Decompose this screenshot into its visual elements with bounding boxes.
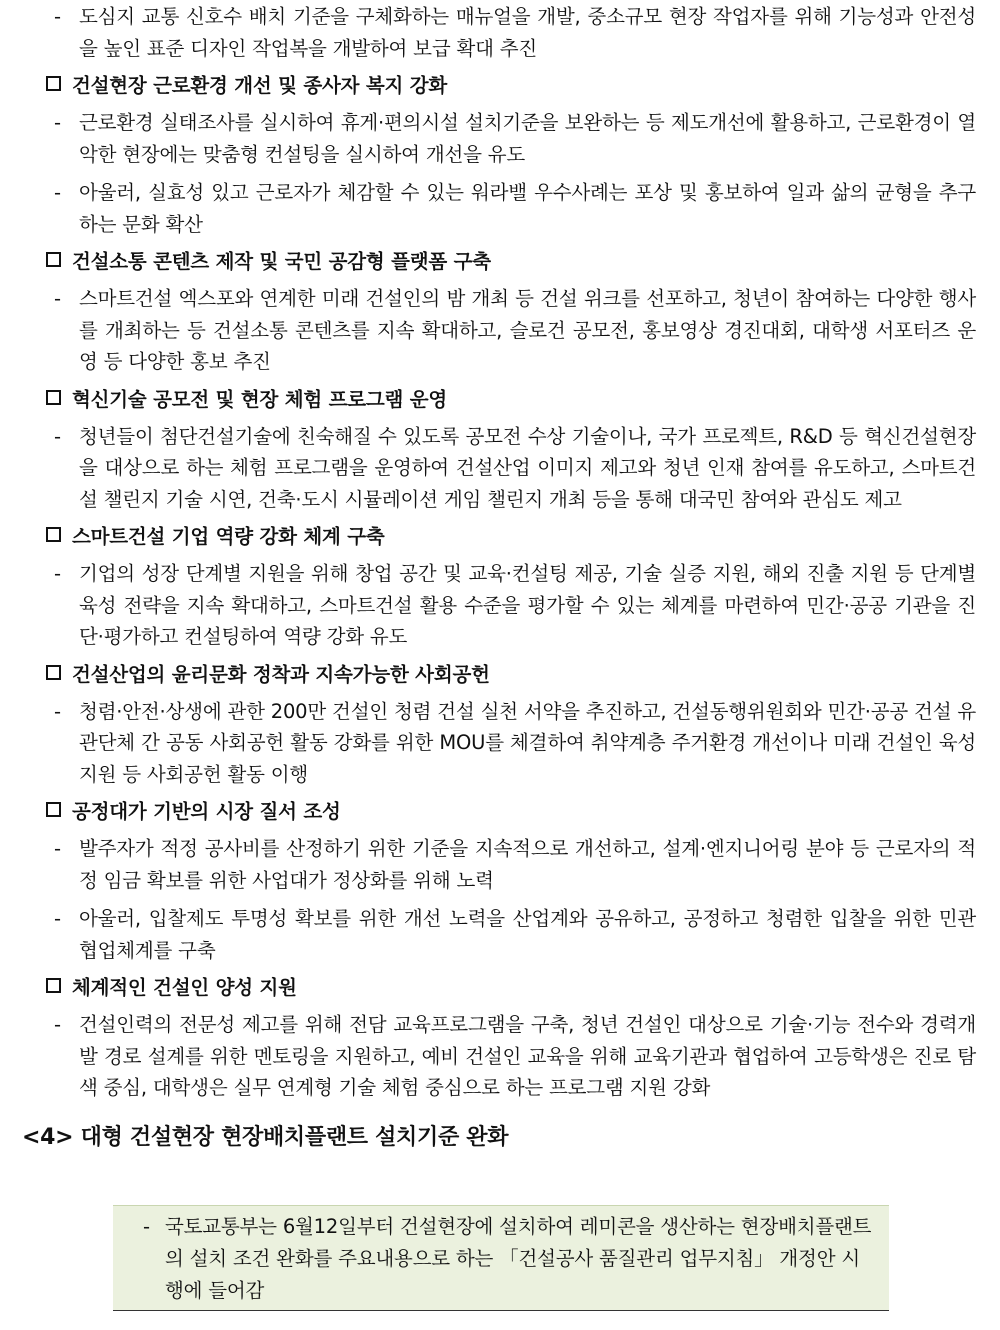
section-heading-text: 건설소통 콘텐츠 제작 및 국민 공감형 플랫폼 구축 — [72, 250, 491, 273]
section-heading-text: 스마트건설 기업 역량 강화 체계 구축 — [72, 525, 385, 548]
section — [0, 660, 1000, 791]
section-heading-text: 혁신기술 공모전 및 현장 체험 프로그램 운영 — [72, 387, 447, 411]
bullet-text: 아울러, 실효성 있고 근로자가 체감할 수 있는 워라밸 우수사례는 포상 및 홍보하여 일과 삶의 균형을 추구하는 문화 확산 — [79, 181, 976, 236]
dash-marker: - — [54, 111, 61, 134]
checkbox-square-icon — [46, 252, 61, 267]
dash-marker: - — [54, 699, 61, 723]
section-heading-text: 건설현장 근로환경 개선 및 종사자 복지 강화 — [72, 74, 447, 97]
section-heading — [46, 247, 1000, 277]
note-item — [143, 1211, 875, 1307]
section-heading — [46, 522, 1000, 552]
bullet-item — [54, 107, 976, 170]
section — [0, 522, 1000, 653]
bullet-text: 건설인력의 전문성 제고를 위해 전담 교육프로그램을 구축, 청년 건설인 대상으로 기술·기능 전수와 경력개발 경로 설계를 위한 멘토링을 지원하고, 예비 건설인 교육을 위해 교육기관과 협업하여 고등학생은 진로 탐색 중심, 대학생은 실무 연계형 기술 체험 중심으로 하는 프로그램 지원 강화 — [79, 1013, 976, 1099]
bullet-item — [54, 903, 976, 966]
section-heading — [46, 385, 1000, 415]
section — [0, 973, 1000, 1104]
dash-marker: - — [143, 1215, 150, 1238]
section-heading-text: 체계적인 건설인 양성 지원 — [72, 976, 297, 999]
section-heading — [46, 71, 1000, 101]
bullet-item — [54, 696, 976, 791]
section-heading — [46, 660, 1000, 690]
section-heading — [46, 973, 1000, 1003]
checkbox-square-icon — [46, 76, 61, 91]
bullet-text: 근로환경 실태조사를 실시하여 휴게·편의시설 설치기준을 보완하는 등 제도개선에 활용하고, 근로환경이 열악한 현장에는 맞춤형 컨설팅을 실시하여 개선을 유도 — [79, 111, 976, 166]
bullet-text: 스마트건설 엑스포와 연계한 미래 건설인의 밤 개최 등 건설 위크를 선포하고, 청년이 참여하는 다양한 행사를 개최하는 등 건설소통 콘텐츠를 지속 확대하고, 슬로건 공모전, 홍보영상 경진대회, 대학생 서포터즈 운영 등 다양한 홍보 추진 — [79, 287, 976, 373]
intro-block — [0, 0, 1000, 64]
dash-marker: - — [54, 907, 61, 930]
checkbox-square-icon — [46, 527, 61, 542]
section-heading-text: 공정대가 기반의 시장 질서 조성 — [72, 800, 341, 823]
bullet-item — [54, 1, 976, 64]
checkbox-square-icon — [46, 978, 61, 993]
bullet-text: 도심지 교통 신호수 배치 기준을 구체화하는 매뉴얼을 개발, 중소규모 현장 작업자를 위해 기능성과 안전성을 높인 표준 디자인 작업복을 개발하여 보급 확대 추진 — [79, 5, 976, 60]
section-heading-text: 건설산업의 윤리문화 정착과 지속가능한 사회공헌 — [72, 662, 490, 686]
bullet-text: 아울러, 입찰제도 투명성 확보를 위한 개선 노력을 산업계와 공유하고, 공정하고 청렴한 입찰을 위한 민관 협업체계를 구축 — [79, 907, 976, 962]
bullet-text: 청년들이 첨단건설기술에 친숙해질 수 있도록 공모전 수상 기술이나, 국가 프로젝트, R&D 등 혁신건설현장을 대상으로 하는 체험 프로그램을 운영하여 건설산업 이미지 제고와 청년 인재 참여를 유도하고, 스마트건설 챌린지 기술 시연, 건축·도시 시뮬레이션 게임 챌린지 개최 등을 통해 대국민 참여와 관심도 제고 — [79, 424, 976, 511]
sections-list — [0, 71, 1000, 1104]
bullet-item — [54, 177, 976, 240]
dash-marker: - — [54, 1013, 61, 1036]
section — [0, 797, 1000, 966]
note-text: 국토교통부는 6월12일부터 건설현장에 설치하여 레미콘을 생산하는 현장배치플랜트의 설치 조건 완화를 주요내용으로 하는 「건설공사 품질관리 업무지침」 개정안 시행에 들어감 — [165, 1215, 872, 1302]
section — [0, 71, 1000, 240]
bullet-item — [54, 558, 976, 653]
dash-marker: - — [54, 5, 61, 28]
section — [0, 385, 1000, 516]
dash-marker: - — [54, 424, 61, 448]
dash-marker: - — [54, 181, 61, 204]
note-box — [113, 1205, 889, 1311]
dash-marker: - — [54, 837, 61, 860]
bullet-item — [54, 421, 976, 516]
bullet-item — [54, 1009, 976, 1104]
checkbox-square-icon — [46, 665, 61, 680]
section4-title: <4> 대형 건설현장 현장배치플랜트 설치기준 완화 — [22, 1124, 509, 1150]
bullet-text: 청렴·안전·상생에 관한 200만 건설인 청렴 건설 실천 서약을 추진하고, 건설동행위원회와 민간·공공 건설 유관단체 간 공동 사회공헌 활동 강화를 위한 MOU를 체결하여 취약계층 주거환경 개선이나 미래 건설인 육성 지원 등 사회공헌 활동 이행 — [79, 699, 976, 786]
bullet-text: 발주자가 적정 공사비를 산정하기 위한 기준을 지속적으로 개선하고, 설계·엔지니어링 분야 등 근로자의 적정 임금 확보를 위한 사업대가 정상화를 위해 노력 — [79, 837, 976, 892]
checkbox-square-icon — [46, 802, 61, 817]
dash-marker: - — [54, 287, 61, 310]
bullet-item — [54, 833, 976, 896]
checkbox-square-icon — [46, 390, 61, 405]
section — [0, 247, 1000, 378]
bullet-item — [54, 283, 976, 378]
dash-marker: - — [54, 562, 61, 585]
bullet-text: 기업의 성장 단계별 지원을 위해 창업 공간 및 교육·컨설팅 제공, 기술 실증 지원, 해외 진출 지원 등 단계별 육성 전략을 지속 확대하고, 스마트건설 활용 수준을 평가할 수 있는 체계를 마련하여 민간·공공 기관을 진단·평가하고 컨설팅하여 역량 강화 유도 — [79, 562, 976, 648]
section-heading — [46, 797, 1000, 827]
